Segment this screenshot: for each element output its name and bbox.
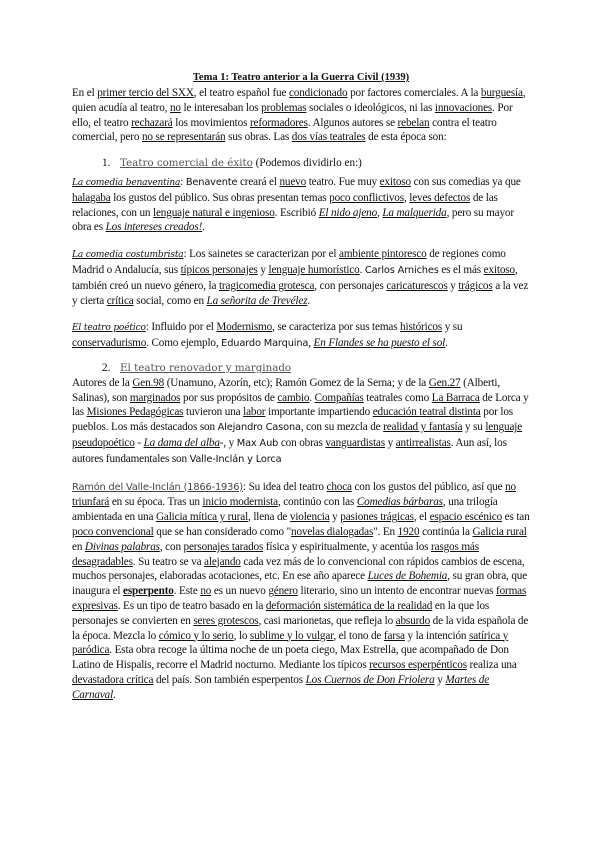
text: literario, sino un intento de encontrar nuevas [297,585,497,598]
text: , una trilogía ambientada en una [72,496,498,524]
text: , el tono de [333,629,384,642]
underlined-term: deformación sistemática de la realidad [265,599,433,612]
underlined-term: problemas [261,101,307,114]
text: es tan [502,511,530,524]
text: por sus propósitos de [180,391,278,404]
text: . [445,337,448,350]
underlined-term: históricos [400,321,443,334]
text: por los pueblos. Los más destacados son [72,406,513,434]
underlined-term: lenguaje pseudopoético [72,421,523,449]
underlined-term: trágicos [458,279,493,292]
underlined-term: 1920 [397,525,420,538]
underlined-term: marginados [129,391,181,404]
underlined-term: antirrealistas [395,436,451,449]
text: , [403,191,410,204]
text: . Como ejemplo, [146,337,222,350]
work-title: Martes de Carnaval [72,673,490,701]
text: y su [442,321,463,334]
text: de la vida española de la época. Mezcla lo [72,614,529,642]
text: . [202,221,205,234]
underlined-term: violencia [289,511,330,524]
text: En el [72,87,98,99]
text: , con [159,540,184,553]
text: . Es un tipo de teatro basado en la [117,599,266,612]
text: . Por ello, el teatro [72,101,513,129]
underlined-term: exitoso [483,263,515,276]
page-title: Tema 1: Teatro anterior a la Guerra Civil (1939) [192,72,410,83]
underlined-term: Galicia rural [472,525,527,538]
underlined-term: rebelan [397,116,430,129]
spacer [72,235,530,247]
text: . Su teatro se va [132,555,205,568]
underlined-term: caricaturescos [386,279,448,292]
underlined-term: dos vías teatrales [291,131,366,144]
underlined-term: recursos esperpénticos [369,659,467,672]
text: , [308,337,314,350]
text: , casi marionetas, que refleja lo [258,614,396,627]
text: , llena de [248,511,290,524]
underlined-term: Modernismo [216,321,273,334]
text: de esta época son: [365,131,447,144]
text: física y espiritualmente, y acentúa los [263,540,431,553]
underlined-term: espacio escénico [429,511,503,524]
text: , lo [233,629,250,642]
underlined-term: innovaciones [434,101,493,114]
subsection-label: El teatro poético [72,323,146,334]
author-name: Alejandro Casona [217,422,301,434]
underlined-term: seres grotescos [193,614,259,627]
underlined-term: devastadora crítica [72,673,154,686]
underlined-term: conservadurismo [72,337,147,350]
text: . Algunos autores se [307,116,398,129]
underlined-term: halagaba [72,191,111,204]
text: . [309,391,315,404]
underlined-term: tragicomedia grotesca [218,279,315,292]
work-title: La señorita de Trevélez [206,294,308,307]
subsection-label: La comedia costumbrista [72,250,184,261]
author-name: Max Aub [236,437,279,449]
text: continúa la [419,525,473,538]
text: en [72,540,85,553]
text: ". En [373,525,398,538]
spacer [72,308,530,320]
text: , con su mezcla de [300,421,384,434]
poetico-paragraph [72,320,530,352]
text: los movimientos [172,116,250,129]
text: con los gustos del público, así que [351,480,506,493]
underlined-term: no triunfará [72,480,516,509]
text: , el [413,511,430,524]
author-heading: Ramón del Valle-Inclán (1866-1936) [72,481,243,493]
text: del país. Son también esperpentos [153,673,306,686]
underlined-term: nuevo [279,175,307,188]
text: . Este [173,585,201,598]
underlined-term: lenguaje natural e ingenioso [153,206,275,219]
text: teatro. Fue muy [306,175,380,188]
text: : Su idea del teatro [242,480,327,493]
key-term: esperpento [123,585,174,598]
intro-paragraph [72,86,530,145]
text: : Influido por el [145,321,217,334]
text: y [447,279,459,292]
text: sus obras. Las [225,131,292,144]
text: (Unamuno, Azorín, etc); Ramón Gomez de la Serna; y de la [164,376,429,389]
text: y [434,673,446,686]
section-heading-2 [102,361,530,376]
text: Autores de la [72,376,133,389]
work-title: La malquerida [382,206,447,219]
underlined-term: rechazará [131,116,173,129]
underlined-term: reformadores [249,116,308,129]
text: , con personajes [314,279,387,292]
underlined-term: poco convencional [72,525,154,538]
underlined-term: condicionado [288,87,348,99]
underlined-term: cambio [277,391,310,404]
text: en su época. Tras un [109,496,203,509]
text: : [180,175,186,188]
text: de regiones como Madrid o Andalucía, sus [72,248,506,276]
underlined-term: novelas dialogadas [291,525,374,538]
text: con sus comedias ya que [410,175,521,188]
underlined-term: sublime y lo vulgar [249,629,334,642]
work-title: Los Cuernos de Don Friolera [305,673,435,686]
work-title: Comedias bárbaras [356,496,443,509]
text: importante impartiendo [265,406,373,419]
text: por factores comerciales. A la [347,87,481,99]
section-heading-1 [102,156,530,171]
text: , quien acudía al teatro, [72,87,526,114]
work-title: Luces de Bohemia [367,570,448,583]
underlined-term: Gen.98 [132,376,165,389]
text: le interesaban los [180,101,262,114]
section-note: (Podemos dividirlo en:) [252,157,362,170]
text: que se han considerado como " [153,525,292,538]
text: . Escribió [274,206,319,219]
text: es un nuevo [211,585,269,598]
section-title: El teatro renovador y marginado [120,361,292,374]
text: y la intención [404,629,469,642]
underlined-term: satírica y paródica [72,629,509,657]
text: los gustos del público. Sus obras presentan temas [110,191,330,204]
benaventina-paragraph [72,175,530,235]
underlined-term: vanguardistas [325,436,385,449]
text: contra el teatro comercial, pero [72,116,497,144]
text: (Alberti, Salinas), son [72,376,501,404]
text: de Lorca y las [72,391,529,419]
underlined-term: cómico y lo serio [158,629,234,642]
underlined-term: formas expresivas [72,585,527,612]
author-name: Valle-Inclán y Lorca [189,453,282,465]
text: , [377,206,383,219]
text: y [329,511,341,524]
section-number: 1. [102,157,111,170]
costumbrista-paragraph [72,247,530,308]
underlined-term: lenguaje humorístico [268,263,360,276]
text: , su gran obra, que inaugura el [72,570,528,598]
text: con obras [278,436,326,449]
text: de las relaciones, con un [72,191,498,219]
underlined-term: Compañías [314,391,364,404]
text: . Esta obra recoge la última noche de un poeta ciego, Max Estrella, que acompañado de Don Latino de Hispalis, recorre el Madrid nocturno. Mediante los típicos [72,644,509,672]
text: . [307,294,311,307]
section-title: Teatro comercial de éxito [120,157,253,170]
text: , continúo con las [277,496,357,509]
underlined-term: leves defectos [409,191,471,204]
text: y su [462,421,486,434]
underlined-term: Galicia mítica y rural [155,511,249,524]
text: . [359,263,365,276]
subsection-label: La comedia benaventina [72,177,181,188]
text: sociales o ideológicos, ni las [306,101,435,114]
text: . [113,688,116,701]
text: y [384,436,396,449]
underlined-term: crítica [106,294,134,307]
underlined-term: La Barraca [431,391,480,404]
underlined-term: absurdo [395,614,431,627]
text: , se caracteriza por sus temas [272,321,401,334]
underlined-term: alejando [204,555,241,568]
text: , también creó un nuevo género, la [72,263,518,292]
work-title: Divinas palabras [84,540,160,553]
underlined-term: realidad y fantasía [383,421,463,434]
text: social, como en [133,294,207,307]
text: -, y [219,436,237,449]
underlined-term: ambiente pintoresco [339,248,427,261]
section-number: 2. [102,361,111,374]
underlined-term: exitoso [379,175,411,188]
underlined-term: choca [326,480,352,493]
text: realiza una [466,659,517,672]
text: creará el [237,175,280,188]
underlined-term: inicio modernista [202,496,278,509]
underlined-term: educación teatral distinta [372,406,481,419]
text: cada vez más de lo convencional con rápidos cambios de escena, muchos personajes, elaboradas acotaciones, etc. En ese año aparece [72,555,525,583]
text: , pero su mayor obra es [72,206,514,234]
underlined-term: personajes tarados [183,540,264,553]
underlined-term: farsa [383,629,405,642]
text: tuvieron una [183,406,244,419]
underlined-term: poco conflictivos [329,191,404,204]
work-title: El nido ajeno [318,206,378,219]
text: , el teatro español fue [193,87,289,99]
author-name: Carlos Arniches [364,264,439,276]
text: . Aun así, los autores fundamentales son [72,436,507,465]
author-name: Benavente [185,176,238,188]
text: en la que los personajes se convierten en [72,599,490,627]
underlined-term: rasgos más desagradables [72,540,479,568]
underlined-term: burguesía [480,87,523,99]
underlined-term: no se representarán [141,131,226,144]
underlined-term: Gen.27 [428,376,461,389]
underlined-term: Misiones Pedagógicas [86,406,184,419]
valle-paragraph [72,480,530,703]
text: es el más [438,263,484,276]
spacer [72,468,530,480]
underlined-term: no [169,101,181,114]
text: a la vez y cierta [72,279,529,307]
underlined-term: labor [243,406,266,419]
underlined-term: típicos personajes [180,263,258,276]
underlined-term: primer tercio del SXX [97,87,194,99]
underlined-term: no [200,585,212,598]
work-title: La dama del alba [143,436,220,449]
text: teatrales como [363,391,432,404]
text: - [134,436,144,449]
underlined-term: género [268,585,298,598]
work-title: En Flandes se ha puesto el sol [313,337,446,350]
author-name: Eduardo Marquina [221,338,309,350]
work-title: Los intereses creados! [105,221,203,234]
text: y [257,263,269,276]
renovador-paragraph [72,376,530,468]
text: : Los sainetes se caracterizan por el [183,248,340,261]
underlined-term: pasiones trágicas [340,511,414,524]
